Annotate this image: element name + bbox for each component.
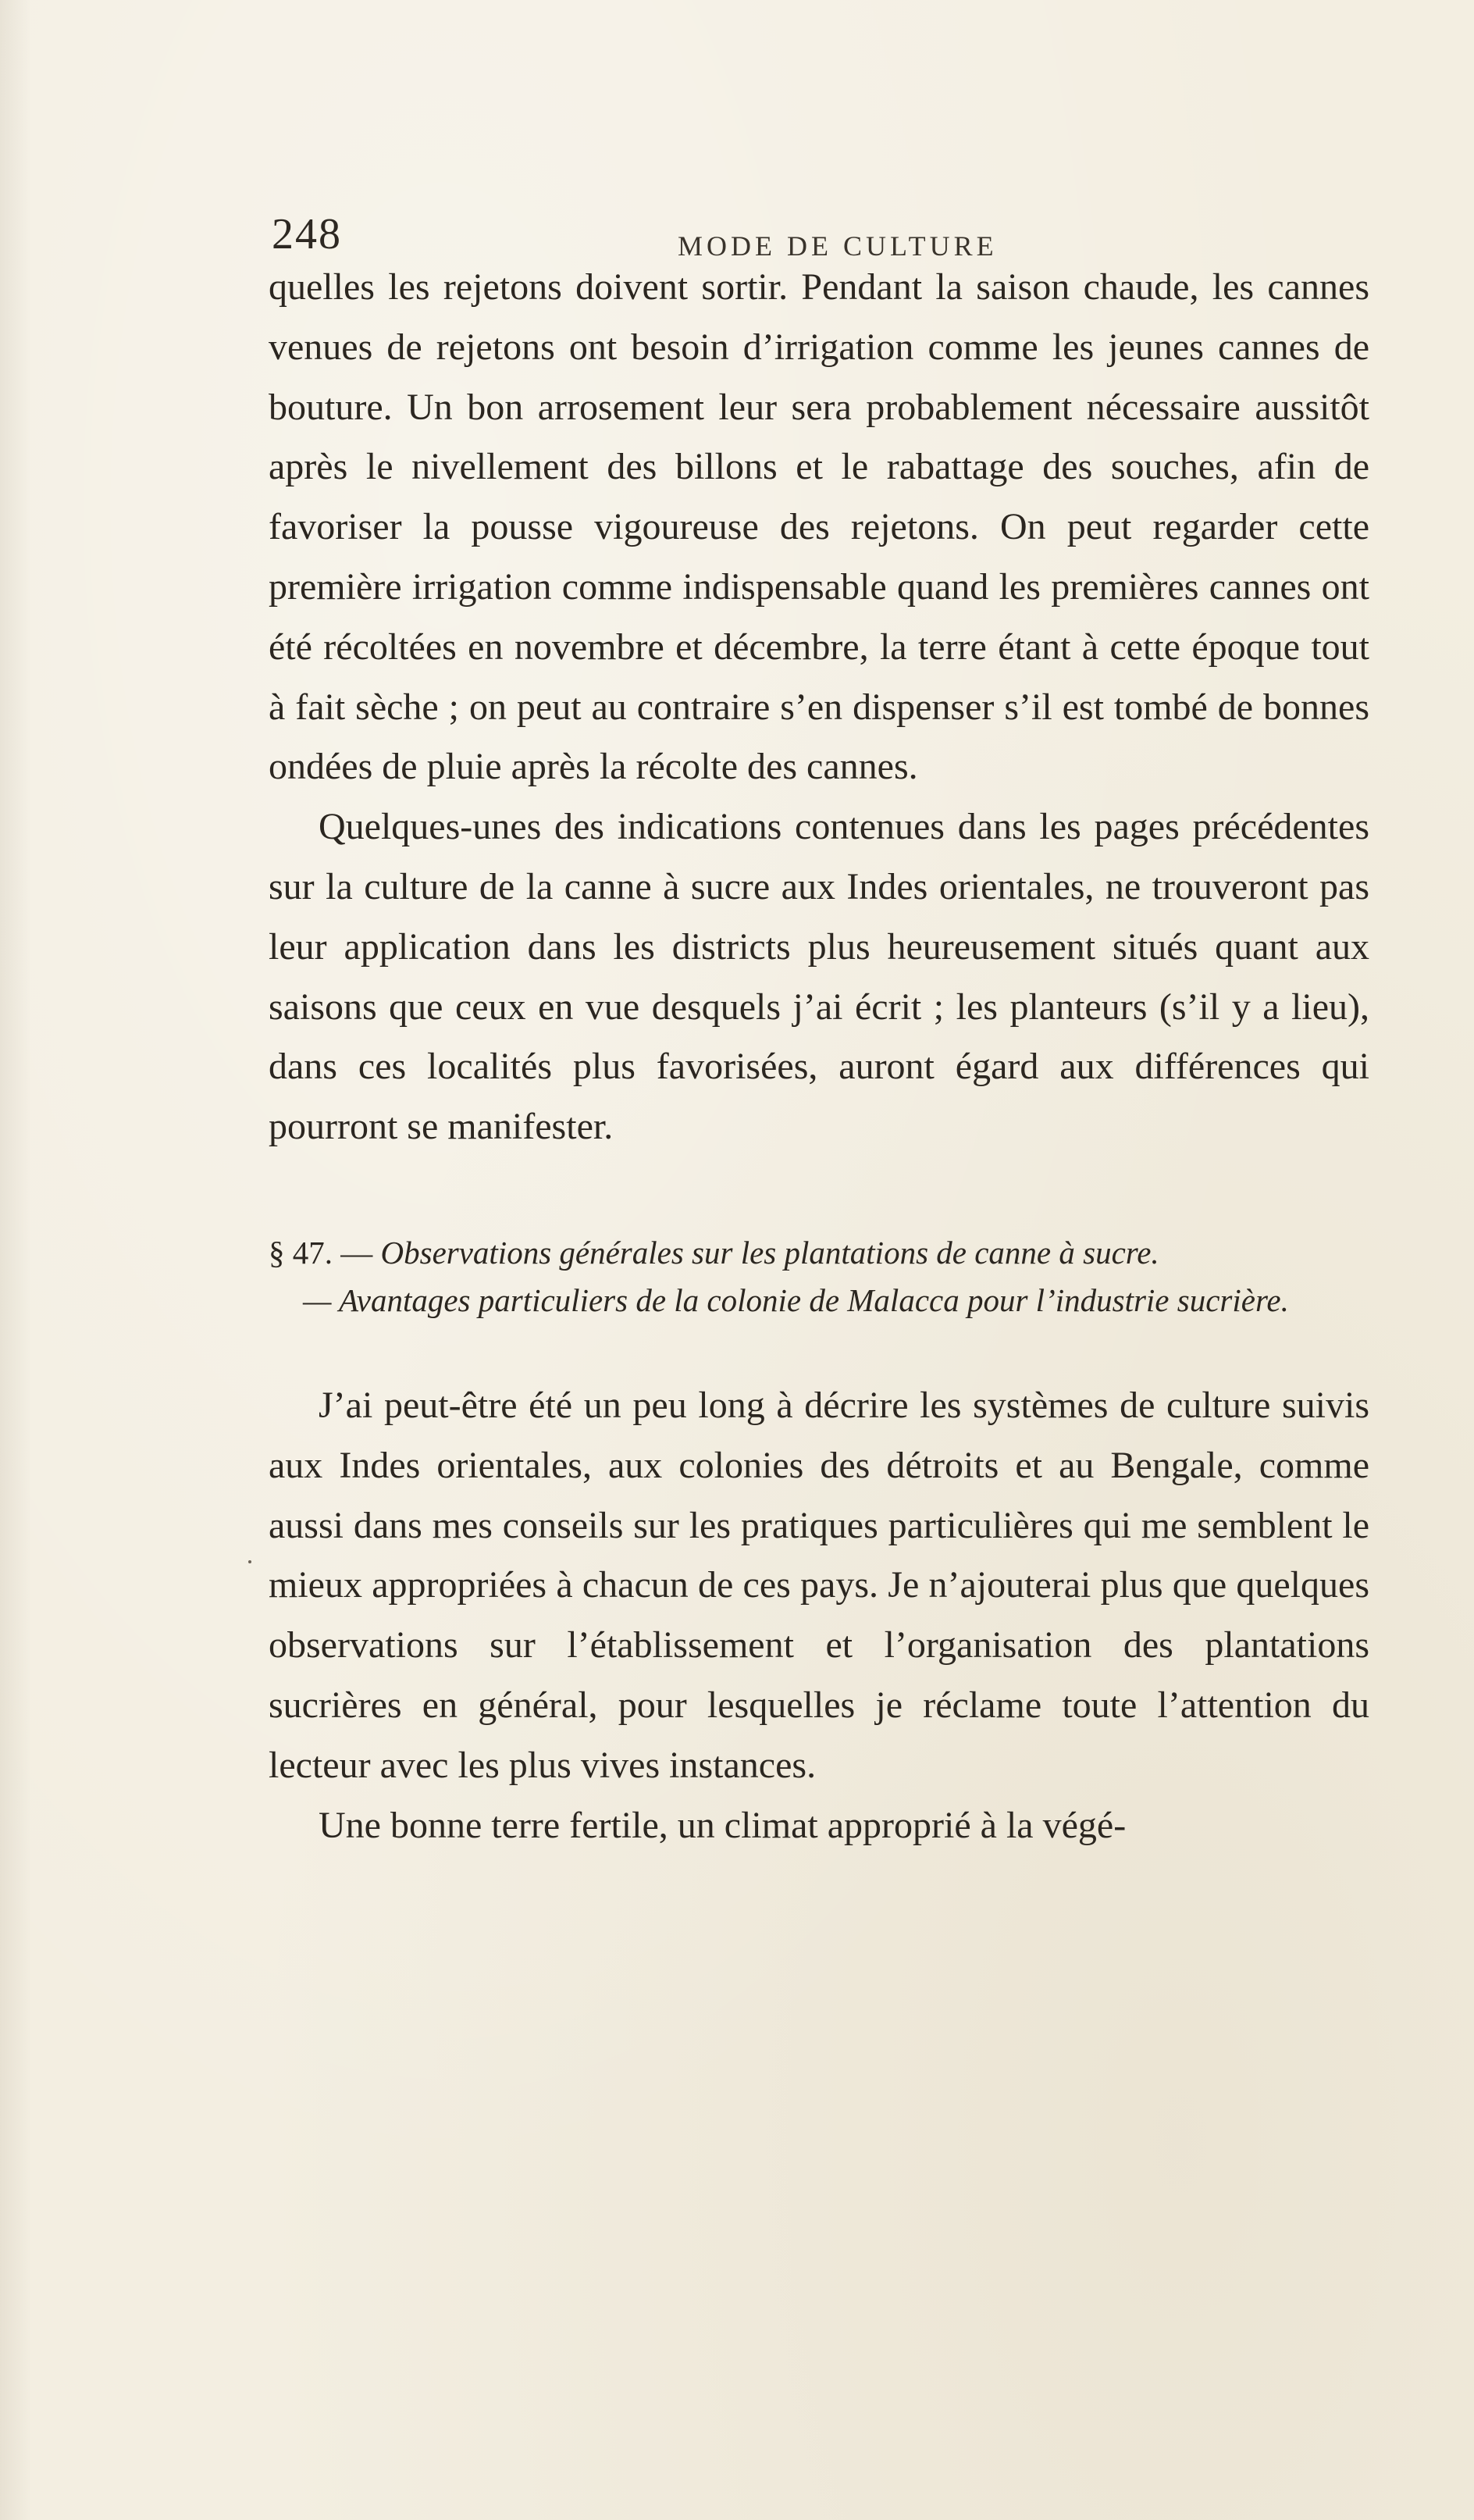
running-head: MODE DE CULTURE xyxy=(678,230,998,262)
paragraph: J’ai peut-être été un peu long à décrire les systèmes de culture suivis aux Indes orientales, aux colonies des détroits et au Bengale, comme aussi dans mes conseils sur les pratiques particulières qui me semblent le mieux appropriées à chacun de ces pays. Je n’ajouterai plus que quelques observations sur l’établissement et l’organisation des plantations sucrières en général, pour lesquelles je réclame toute l’attention du lecteur avec les plus vives instances. xyxy=(269,1384,1369,1786)
section-heading xyxy=(269,1229,1369,1324)
section-number: § 47. — xyxy=(269,1234,373,1271)
paragraph: Quelques-unes des indications contenues dans les pages précédentes sur la culture de la canne à sucre aux Indes orientales, ne trouveront pas leur application dans les districts plus heureusement situés quant aux saisons que ceux en vue desquels j’ai écrit ; les planteurs (s’il y a lieu), dans ces localités plus favorisées, auront égard aux différences qui pourront se manifester. xyxy=(269,806,1369,1148)
spine-shadow xyxy=(0,0,31,2520)
section-title-line1: Observations générales sur les plantations de canne à sucre. xyxy=(380,1234,1159,1271)
paragraph-last: Une bonne terre fertile, un climat approprié à la végé- xyxy=(319,1804,1127,1846)
section-title-line2: — Avantages particuliers de la colonie de Malacca pour l’industrie sucrière. xyxy=(303,1281,1289,1318)
paragraph-continuation: quelles les rejetons doivent sortir. Pendant la saison chaude, les cannes venues de rejetons ont besoin d’irrigation comme les jeunes cannes de bouture. Un bon arrosement leur sera probablement nécessaire aussitôt après le nivellement des billons et le rabattage des souches, afin de favoriser la pousse vigoureuse des rejetons. On peut regarder cette première irrigation comme indispensable quand les premières cannes ont été récoltées en novembre et décembre, la terre étant à cette époque tout à fait sèche ; on peut au contraire s’en dispenser s’il est tombé de bonnes ondées de pluie après la récolte des cannes. xyxy=(269,266,1369,788)
body-text xyxy=(269,258,1369,1855)
page-number: 248 xyxy=(272,210,342,258)
paper-speck xyxy=(248,1560,251,1563)
